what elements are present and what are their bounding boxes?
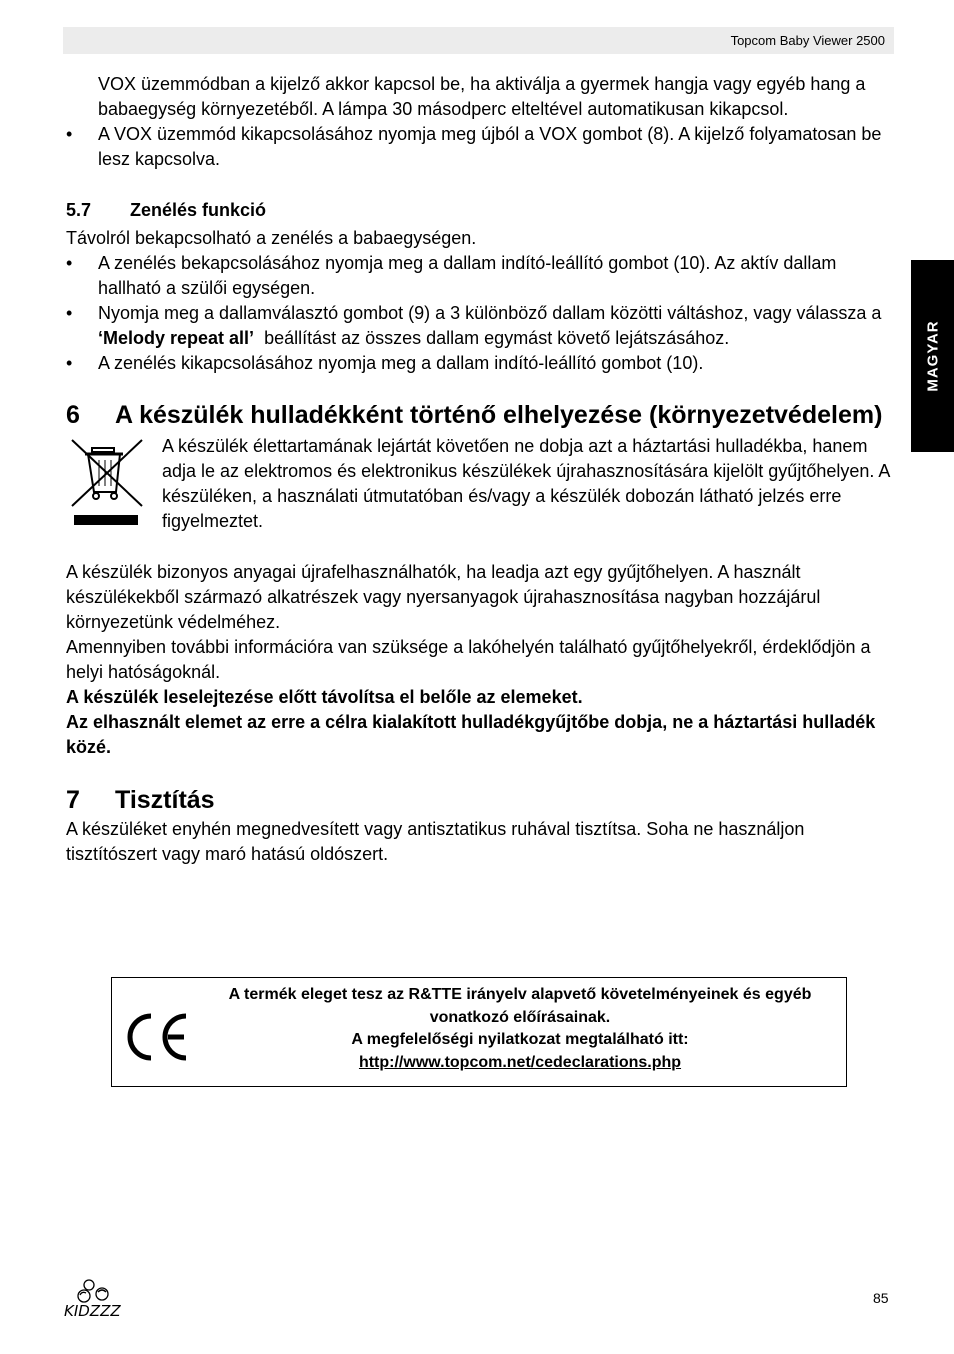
bullet-dot: • <box>66 253 73 273</box>
page-content <box>66 72 892 867</box>
ce-declaration-link[interactable]: http://www.topcom.net/cedeclarations.php <box>358 1053 682 1071</box>
section-5-7-heading <box>66 198 892 223</box>
header-title: Topcom Baby Viewer 2500 <box>730 33 885 48</box>
section-number: 7 <box>66 786 80 814</box>
section-number: 5.7 <box>66 200 92 220</box>
vox-bullet <box>66 122 892 172</box>
melody-repeat-label: ‘Melody repeat all’ <box>98 328 255 348</box>
ce-text <box>212 984 828 1074</box>
header-bar <box>63 27 894 54</box>
language-tab <box>911 260 954 452</box>
music-bullet-3 <box>66 351 892 376</box>
music-bullet-1 <box>66 251 892 301</box>
kidzzz-logo-svg <box>62 1278 138 1322</box>
section-title: A készülék hulladékként történő elhelyezése (környezetvédelem) <box>115 401 883 429</box>
weee-bin-icon-svg <box>66 434 146 530</box>
cleaning-text: A készüléket enyhén megnedvesített vagy antisztatikus ruhával tisztítsa. Soha ne használjon tisztítószert vagy maró hatású oldószert. <box>66 819 805 864</box>
bullet-text: A VOX üzemmód kikapcsolásához nyomja meg újból a VOX gombot (8). A kijelző folyamatosan be lesz kapcsolva. <box>98 124 882 169</box>
bullet-text: A zenélés kikapcsolásához nyomja meg a dallam indító-leállító gombot (10). <box>98 353 704 373</box>
language-tab-label: MAGYAR <box>924 320 941 392</box>
page-number: 85 <box>873 1290 889 1306</box>
ce-compliance-box <box>111 977 847 1087</box>
section-title: Tisztítás <box>115 786 215 814</box>
bullet-text-post: beállítást az összes dallam egymást követő lejátszásához. <box>254 328 730 348</box>
bullet-text-pre: Nyomja meg a dallamválasztó gombot (9) a 3 különböző dallam közötti váltáshoz, vagy válassza a <box>98 303 882 323</box>
logo-text: KIDZZZ <box>64 1302 121 1320</box>
weee-text: A készülék élettartamának lejártát követően ne dobja azt a háztartási hulladékba, hanem adja le az elektromos és elektronikus készülékek újrahasznosítására kijelölt gyűjtőhelyen. A készüléken, a használati útmutatóban és/vagy a készülék dobozán látható jelzés erre figyelmeztet. <box>162 436 890 531</box>
bullet-text: A zenélés bekapcsolásához nyomja meg a dallam indító-leállító gombot (10). Az aktív dallam hallható a szülői egységen. <box>98 253 837 298</box>
bullet-dot: • <box>66 303 73 323</box>
vox-paragraph: VOX üzemmódban a kijelző akkor kapcsol be, ha aktiválja a gyermek hangja vagy egyéb hang a babaegység környezetéből. A lámpa 30 másodperc elteltével automatikusan kikapcsol. <box>98 74 866 119</box>
ce-mark-svg <box>124 1012 190 1062</box>
ce-mark-icon <box>124 1012 190 1067</box>
music-bullet-2 <box>66 301 892 351</box>
collection-info-paragraph: Amennyiben további információra van szüksége a lakóhelyén található gyűjtőhelyekről, érdeklődjön a helyi hatóságoknál. <box>66 637 871 682</box>
kidzzz-logo <box>62 1278 138 1327</box>
weee-row <box>66 434 892 535</box>
battery-disposal-notice: Az elhasznált elemet az erre a célra kialakított hulladékgyűjtőbe dobja, ne a háztartási hulladék közé. <box>66 712 876 757</box>
weee-bin-icon <box>66 434 162 535</box>
section-number: 6 <box>66 401 80 429</box>
music-intro: Távolról bekapcsolható a zenélés a babaegységen. <box>66 228 477 248</box>
section-title: Zenélés funkció <box>130 200 267 220</box>
bullet-dot: • <box>66 124 73 144</box>
recycling-paragraph: A készülék bizonyos anyagai újrafelhasználhatók, ha leadja azt egy gyűjtőhelyen. A használt készülékekből származó alkatrészek vagy nyersanyagok újrahasznosítása nagyban hozzájárul környezetünk védelméhez. <box>66 562 821 632</box>
ce-declaration-label: A megfelelőségi nyilatkozat megtalálható itt: <box>351 1031 689 1048</box>
section-7-heading <box>66 786 892 815</box>
ce-statement: A termék eleget tesz az R&TTE irányelv alapvető követelményeinek és egyéb vonatkozó előírásainak. <box>228 986 812 1026</box>
bullet-dot: • <box>66 353 73 373</box>
section-6-heading <box>66 401 892 430</box>
remove-batteries-notice: A készülék leselejtezése előtt távolítsa el belőle az elemeket. <box>66 687 583 707</box>
